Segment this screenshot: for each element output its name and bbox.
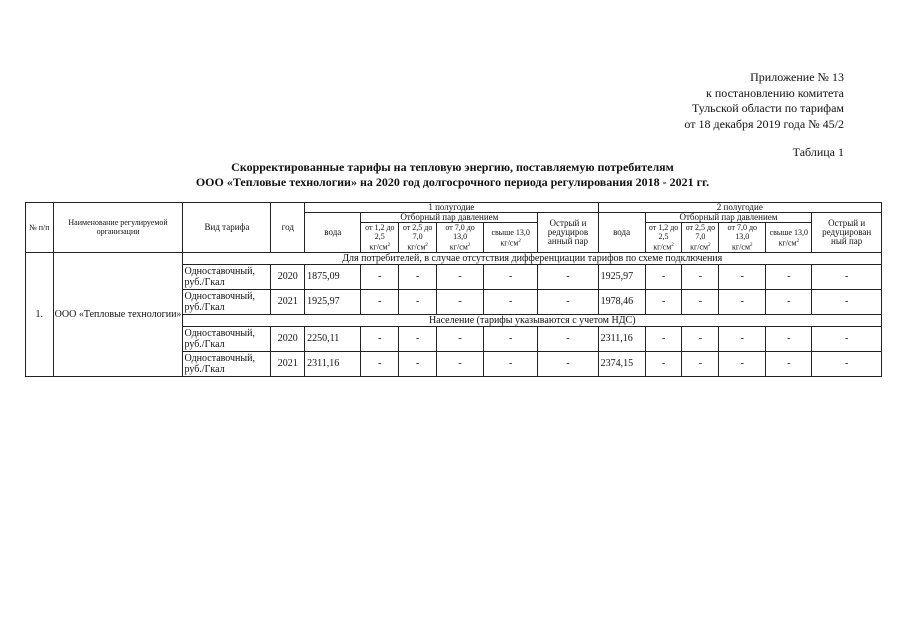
pressure-unit: кг/см: [690, 242, 709, 252]
table-label: Таблица 1: [792, 145, 844, 159]
group-title: Для потребителей, в случае отсутствия дифференциации тарифов по схеме подключения: [183, 252, 882, 264]
header-pressure-4: [484, 223, 538, 253]
steam-tariff-cell: -: [538, 264, 598, 289]
header-pressure-2: [399, 223, 437, 253]
steam-tariff-cell: -: [766, 326, 812, 351]
header-pressure-1: [361, 223, 399, 253]
steam-tariff-cell: -: [766, 264, 812, 289]
pressure-unit: кг/см: [653, 242, 672, 252]
header-water: вода: [598, 213, 645, 253]
unit-power: 2: [387, 243, 391, 248]
row-number: 1.: [26, 252, 54, 376]
tariff-type-cell: Одноставочный, руб./Гкал: [183, 264, 271, 289]
steam-tariff-cell: -: [484, 264, 538, 289]
unit-power: 2: [750, 243, 753, 248]
steam-tariff-cell: -: [645, 264, 682, 289]
water-tariff-cell: 1875,09: [305, 264, 361, 289]
steam-tariff-cell: -: [538, 326, 598, 351]
appendix-line: Приложение № 13: [750, 70, 844, 84]
tariff-type-cell: Одноставочный, руб./Гкал: [183, 326, 271, 351]
pressure-range: от 7,0 до 13,0: [727, 223, 758, 241]
pressure-range: от 7,0 до 13,0: [445, 223, 475, 241]
steam-tariff-cell: -: [645, 289, 682, 314]
steam-tariff-cell: -: [437, 289, 484, 314]
steam-tariff-cell: -: [361, 289, 399, 314]
steam-tariff-cell: -: [812, 326, 882, 351]
pressure-range: свыше 13,0: [491, 227, 530, 237]
header-water: вода: [305, 213, 361, 253]
steam-tariff-cell: -: [484, 326, 538, 351]
year-cell: 2020: [271, 326, 305, 351]
steam-tariff-cell: -: [682, 326, 719, 351]
steam-tariff-cell: -: [812, 264, 882, 289]
steam-tariff-cell: -: [484, 351, 538, 376]
pressure-unit: кг/см: [407, 242, 426, 252]
unit-power: 2: [518, 238, 521, 244]
header-tariff-type: Вид тарифа: [183, 203, 271, 253]
steam-tariff-cell: -: [719, 326, 766, 351]
steam-tariff-cell: -: [682, 351, 719, 376]
header-steam-pressure: Отборный пар давлением: [361, 213, 538, 223]
steam-tariff-cell: -: [812, 351, 882, 376]
appendix-line: к постановлению комитета: [706, 85, 844, 100]
water-tariff-cell: 2311,16: [305, 351, 361, 376]
year-cell: 2021: [271, 289, 305, 314]
steam-tariff-cell: -: [538, 289, 598, 314]
unit-power: 2: [671, 243, 674, 248]
steam-tariff-cell: -: [812, 289, 882, 314]
header-pressure-2: [682, 223, 719, 253]
water-tariff-cell: 2311,16: [598, 326, 645, 351]
year-cell: 2021: [271, 351, 305, 376]
header-org-name: Наименование регулируемой организации: [53, 203, 183, 253]
tariff-type-cell: Одноставочный, руб./Гкал: [183, 351, 271, 376]
tariff-table: [25, 202, 882, 377]
steam-tariff-cell: -: [766, 289, 812, 314]
header-half-1: 1 полугодие: [305, 203, 598, 213]
steam-tariff-cell: -: [484, 289, 538, 314]
steam-tariff-cell: -: [719, 289, 766, 314]
pressure-unit: кг/см: [732, 242, 751, 252]
water-tariff-cell: 1925,97: [305, 289, 361, 314]
header-sharp-steam: Острый и редуциров анный пар: [538, 213, 598, 253]
steam-tariff-cell: -: [361, 264, 399, 289]
header-pressure-1: [645, 223, 682, 253]
water-tariff-cell: 1978,46: [598, 289, 645, 314]
unit-power: 2: [796, 238, 800, 244]
steam-tariff-cell: -: [399, 264, 437, 289]
steam-tariff-cell: -: [437, 264, 484, 289]
pressure-unit: кг/см: [449, 242, 468, 252]
appendix-block: [684, 70, 844, 132]
pressure-range: от 1,2 до 2,5: [365, 223, 395, 241]
header-pressure-3: [437, 223, 484, 253]
unit-power: 2: [425, 243, 428, 248]
pressure-unit: кг/см: [778, 238, 797, 248]
steam-tariff-cell: -: [399, 351, 437, 376]
header-pressure-3: [719, 223, 766, 253]
steam-tariff-cell: -: [645, 326, 682, 351]
title-line: ООО «Тепловые технологии» на 2020 год долгосрочного периода регулирования 2018 - 2021 гг.: [195, 175, 710, 189]
pressure-unit: кг/см: [500, 238, 519, 248]
header-num: № п/п: [26, 203, 54, 253]
header-half-2: 2 полугодие: [598, 203, 881, 213]
steam-tariff-cell: -: [437, 326, 484, 351]
unit-power: 2: [708, 243, 711, 248]
steam-tariff-cell: -: [437, 351, 484, 376]
steam-tariff-cell: -: [399, 326, 437, 351]
appendix-line: Тульской области по тарифам: [691, 101, 844, 115]
water-tariff-cell: 2250,11: [305, 326, 361, 351]
steam-tariff-cell: -: [682, 289, 719, 314]
steam-tariff-cell: -: [361, 326, 399, 351]
header-pressure-4: [766, 223, 812, 253]
steam-tariff-cell: -: [682, 264, 719, 289]
appendix-line: от 18 декабря 2019 года № 45/2: [684, 116, 844, 131]
unit-power: 2: [467, 243, 471, 248]
document-title: [0, 160, 905, 190]
tariff-type-cell: Одноставочный, руб./Гкал: [183, 289, 271, 314]
steam-tariff-cell: -: [719, 264, 766, 289]
steam-tariff-cell: -: [399, 289, 437, 314]
header-year: год: [271, 203, 305, 253]
title-line: Скорректированные тарифы на тепловую энергию, поставляемую потребителям: [231, 160, 674, 174]
pressure-range: от 1,2 до 2,5: [648, 223, 679, 241]
pressure-range: свыше 13,0: [769, 227, 809, 237]
org-name: ООО «Тепловые технологии»: [53, 252, 183, 376]
steam-tariff-cell: -: [538, 351, 598, 376]
water-tariff-cell: 1925,97: [598, 264, 645, 289]
pressure-range: от 2,5 до 7,0: [685, 223, 716, 241]
group-title: Население (тарифы указываются с учетом НДС): [183, 314, 882, 326]
pressure-range: от 2,5 до 7,0: [402, 223, 433, 241]
header-sharp-steam: Острый и редуцирован ный пар: [812, 213, 882, 253]
year-cell: 2020: [271, 264, 305, 289]
steam-tariff-cell: -: [361, 351, 399, 376]
pressure-unit: кг/см: [369, 242, 388, 252]
steam-tariff-cell: -: [719, 351, 766, 376]
steam-tariff-cell: -: [766, 351, 812, 376]
header-steam-pressure: Отборный пар давлением: [645, 213, 812, 223]
steam-tariff-cell: -: [645, 351, 682, 376]
water-tariff-cell: 2374,15: [598, 351, 645, 376]
